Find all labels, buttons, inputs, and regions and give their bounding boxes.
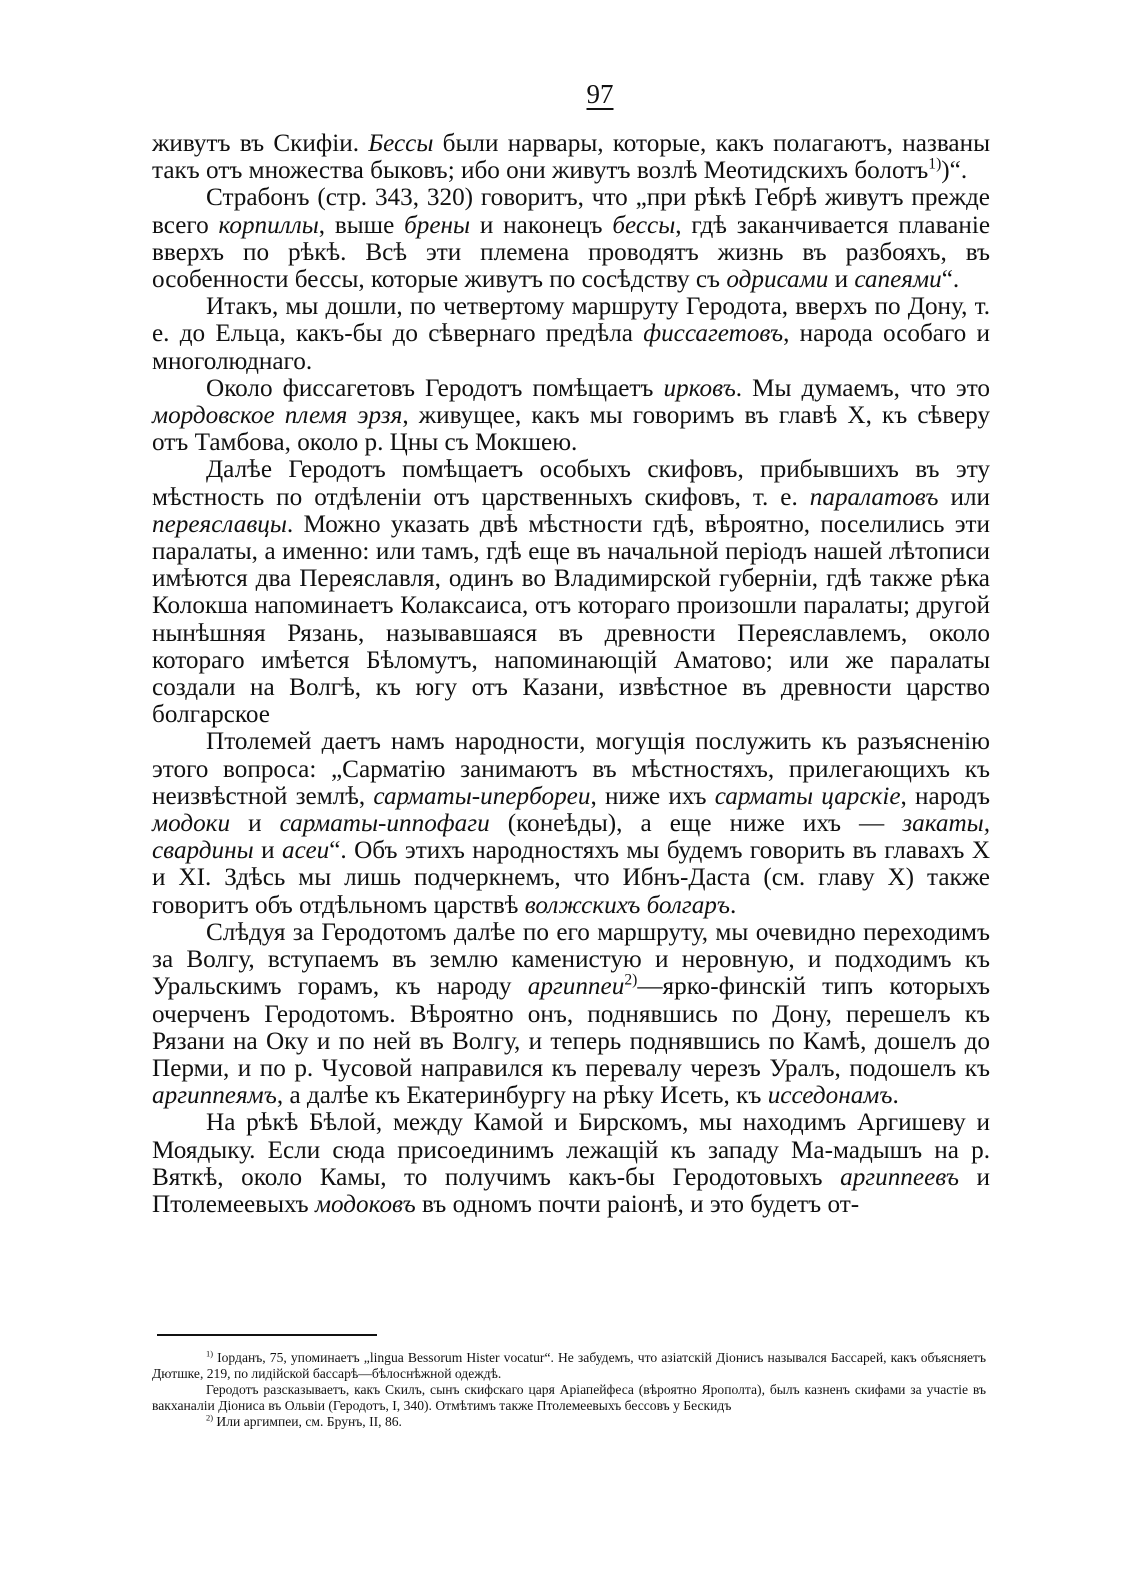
text-run: , живущее, какъ мы говоримъ въ главѣ X, къ сѣверу отъ Тамбова, около р. Цны съ Мокшею.: [152, 402, 990, 457]
footnote: [152, 1382, 986, 1414]
italic-term: закаты, свардины: [152, 810, 990, 865]
italic-term: асеи: [282, 837, 330, 865]
italic-term: исседонамъ: [767, 1082, 893, 1110]
text-run: или: [938, 483, 990, 511]
italic-term: брены: [404, 211, 471, 239]
footnote-divider: [157, 1334, 377, 1336]
italic-term: бессы: [612, 211, 676, 239]
paragraph: [152, 184, 990, 293]
italic-term: переяславцы: [152, 510, 287, 538]
text-run: и: [828, 266, 855, 294]
body-text: [152, 130, 990, 1218]
footnote-ref: 1): [928, 155, 942, 173]
text-run: “.: [941, 266, 960, 294]
text-run: , ниже ихъ: [590, 782, 715, 810]
text-run: Около фиссагетовъ Геродотъ помѣщаетъ: [206, 374, 664, 402]
footnotes: [152, 1350, 986, 1430]
italic-term: модоки: [152, 810, 231, 838]
footnote-marker: 1): [206, 1348, 214, 1359]
italic-term: волжскихъ болгаръ: [524, 891, 730, 919]
text-run: живутъ въ Скифіи.: [152, 130, 369, 157]
text-run: и Птолемеевыхъ: [152, 1163, 990, 1218]
italic-term: аргиппеевъ: [840, 1163, 959, 1191]
text-run: и наконецъ: [470, 211, 613, 239]
text-run: и: [253, 837, 282, 865]
italic-term: модоковъ: [314, 1190, 416, 1218]
text-run: въ одномъ почти раіонѣ, и это будетъ от-: [415, 1190, 860, 1218]
footnote-text: Геродотъ разсказываетъ, какъ Скилъ, сынъ скифскаго царя Аріапейфеса (вѣроятно Ярополта), былъ казненъ скифами за участіе въ вакханаліи Діониса въ Ольвіи (Геродотъ, I, 340). Отмѣтимъ также Птолемеевыхъ бессовъ у Бескидъ: [152, 1382, 986, 1413]
text-run: “. Объ этихъ народностяхъ мы будемъ говорить въ главахъ X и XI. Здѣсь мы лишь подчеркнемъ, что Ибнъ-Даста (см. главу X) также говоритъ объ отдѣльномъ царствѣ: [152, 837, 991, 919]
italic-term: одрисами: [726, 266, 829, 294]
text-run: , выше: [318, 211, 405, 239]
text-run: . Можно указать двѣ мѣстности гдѣ, вѣроятно, поселились эти паралаты, а именно: или тамъ, гдѣ еще въ начальной періодъ нашей лѣтописи имѣются два Переяславля, одинъ во Владимирской губерніи, гдѣ также рѣка Колокша напоминаетъ Колаксаиса, отъ котораго произошли паралаты; другой нынѣшняя Рязань, называвшаяся въ древности Переяславлемъ, около котораго имѣется Бѣломутъ, напоминающій Аматово; или же паралаты создали на Волгѣ, къ югу отъ Казани, извѣстное въ древности царство болгарское: [152, 510, 990, 729]
italic-term: паралатовъ: [809, 483, 939, 511]
text-run: Страбонъ (стр. 343, 320) говоритъ, что „при рѣкѣ Гебрѣ живутъ прежде всего: [152, 184, 990, 239]
italic-term: сарматы царскіе: [714, 782, 901, 810]
text-run: , гдѣ заканчивается плаваніе вверхъ по рѣкѣ. Всѣ эти племена проводятъ жизнь въ разбояхъ, въ особенности бессы, которые живутъ по сосѣдству съ: [152, 211, 991, 294]
text-run: , а далѣе къ Екатеринбургу на рѣку Исеть, къ: [276, 1082, 768, 1110]
text-run: и: [230, 810, 280, 838]
italic-term: сарматы-иппофаги: [279, 810, 490, 838]
italic-term: Бессы: [368, 130, 434, 157]
text-run: Далѣе Геродотъ помѣщаетъ особыхъ скифовъ, прибывшихъ въ эту мѣстность по отдѣленіи отъ царственныхъ скифовъ, т. е.: [152, 456, 990, 511]
text-run: , народа особаго и многолюднаго.: [152, 320, 990, 375]
paragraph: [152, 130, 990, 184]
italic-term: ирковъ: [663, 374, 736, 402]
text-run: .: [729, 891, 737, 919]
text-run: )“.: [941, 157, 968, 185]
paragraph: [152, 293, 990, 375]
text-run: Итакъ, мы дошли, по четвертому маршруту Геродота, вверхъ по Дону, т. е. до Ельца, какъ-бы до сѣвернаго предѣла: [152, 293, 990, 348]
text-run: Птолемей даетъ намъ народности, могущія послужить къ разъясненію этого вопроса: „Сарматію занимаютъ въ мѣстностяхъ, прилегающихъ къ неизвѣстной землѣ,: [152, 728, 990, 810]
text-run: Слѣдуя за Геродотомъ далѣе по его маршруту, мы очевидно переходимъ за Волгу, вступаемъ въ землю каменистую и неровную, и подходимъ къ Уральскимъ горамъ, къ народу: [152, 918, 990, 1001]
italic-term: сарматы-ипербореи: [373, 782, 591, 810]
paragraph: [152, 456, 990, 728]
italic-term: аргиппеямъ: [152, 1082, 277, 1110]
footnote: [152, 1414, 986, 1430]
footnote-text: Іорданъ, 75, упоминаетъ „lingua Bessorum Hister vocatur“. Не забудемъ, что азіатскій Діонисъ назывался Бассарей, какъ объясняетъ Дютшке, 219, по лидійской бассарѣ—бѣлоснѣжной одеждѣ.: [152, 1350, 986, 1381]
footnote: [152, 1350, 986, 1382]
text-run: На рѣкѣ Бѣлой, между Камой и Бирскомъ, мы находимъ Аргишеву и Моядыку. Если сюда присоединимъ лежащій къ западу Ма-мадышъ на р. Вяткѣ, около Камы, то получимъ какъ-бы Геродотовыхъ: [152, 1109, 990, 1191]
footnote-text: Или аргимпеи, см. Брунъ, II, 86.: [213, 1414, 402, 1429]
text-run: были нарвары, которые, какъ полагаютъ, названы такъ отъ множества быковъ; ибо они живутъ возлѣ Меотидскихъ болотъ: [152, 130, 990, 185]
text-run: . Мы думаемъ, что это: [735, 374, 990, 402]
text-run: —ярко-финскій типъ которыхъ очерченъ Геродотомъ. Вѣроятно онъ, поднявшись по Дону, перешелъ къ Рязани на Оку и по ней въ Волгу, и теперь поднявшись по Камѣ, дошелъ до Перми, и по р. Чусовой направился къ перевалу черезъ Уралъ, подошелъ къ: [152, 973, 990, 1082]
page-number: 97: [586, 79, 614, 109]
italic-term: фиссагетовъ: [643, 320, 784, 348]
italic-term: сапеями: [854, 266, 942, 294]
italic-term: аргиппеи: [527, 973, 625, 1001]
footnote-ref: 2): [624, 971, 638, 989]
paragraph: [152, 375, 990, 457]
footnote-marker: 2): [206, 1412, 214, 1423]
text-run: .: [892, 1082, 899, 1110]
italic-term: корпиллы: [218, 211, 319, 239]
text-run: , народъ: [900, 782, 990, 810]
text-run: (конеѣды), а еще ниже ихъ —: [489, 810, 903, 838]
paragraph: [152, 728, 990, 918]
paragraph: [152, 919, 990, 1109]
paragraph: [152, 1109, 990, 1218]
italic-term: мордовское племя эрзя: [152, 402, 403, 430]
